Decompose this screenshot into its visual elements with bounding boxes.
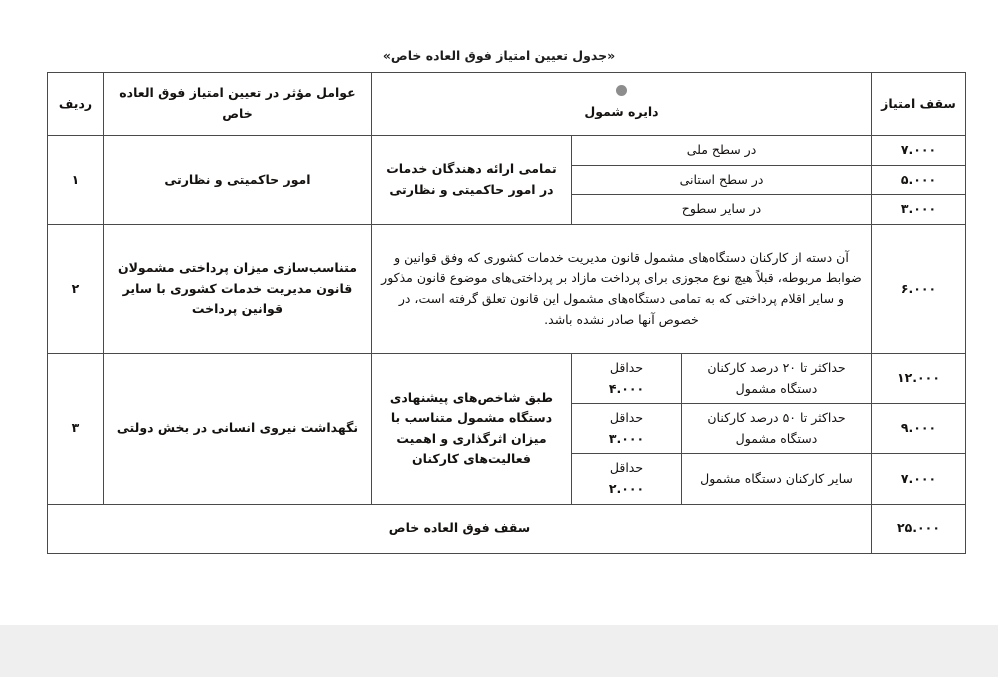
total-cap-label: سقف فوق العاده خاص — [47, 504, 871, 553]
minimum-value: ۴.۰۰۰ — [608, 380, 645, 396]
table-body — [47, 136, 965, 554]
special-allowance-table — [47, 72, 966, 554]
table-header — [47, 73, 965, 136]
header-factors: عوامل مؤثر در تعیین امتیاز فوق العاده خاص — [103, 73, 371, 136]
header-row-number: ردیف — [47, 73, 103, 136]
header-cap-score: سقف امتیاز — [872, 73, 966, 136]
cap-score-value: ۱۲.۰۰۰ — [872, 353, 966, 403]
header-row — [47, 73, 965, 136]
cap-score-value: ۵.۰۰۰ — [872, 165, 966, 195]
special-allowance-table-wrapper — [48, 72, 966, 554]
minimum-label: حداقل — [609, 359, 644, 375]
row-number: ۳ — [47, 353, 103, 504]
scope-sub-label: در سطح استانی — [572, 165, 872, 195]
scope-main-label: تمامی ارائه دهندگان خدمات در امور حاکمیتی و نظارتی — [371, 136, 571, 225]
scope-sub-label: در سطح ملی — [572, 136, 872, 166]
bullet-dot-icon — [616, 85, 627, 96]
minimum-value: ۳.۰۰۰ — [608, 430, 645, 446]
scope-main-label: طبق شاخص‌های پیشنهادی دستگاه مشمول متناسب با میزان اثرگذاری و اهمیت فعالیت‌های کارکنان — [371, 353, 571, 504]
scope-sub-label: سایر کارکنان دستگاه مشمول — [682, 454, 872, 504]
minimum-score-cell — [572, 454, 682, 504]
factor-label: نگهداشت نیروی انسانی در بخش دولتی — [103, 353, 371, 504]
total-cap-value: ۲۵.۰۰۰ — [872, 504, 966, 553]
header-scope — [371, 73, 871, 136]
cap-score-value: ۷.۰۰۰ — [872, 454, 966, 504]
factor-label: متناسب‌سازی میزان پرداختی مشمولان قانون مدیریت خدمات کشوری با سایر قوانین پرداخت — [103, 224, 371, 353]
minimum-value: ۲.۰۰۰ — [608, 481, 645, 496]
minimum-score-cell — [572, 353, 682, 403]
header-scope-label: دایره شمول — [584, 104, 659, 120]
cap-score-value: ۷.۰۰۰ — [872, 136, 966, 166]
table-row — [47, 136, 965, 166]
factor-label: امور حاکمیتی و نظارتی — [103, 136, 371, 225]
row-number: ۱ — [47, 136, 103, 225]
table-row — [47, 224, 965, 353]
table-footer-row — [47, 504, 965, 553]
cap-score-value: ۶.۰۰۰ — [872, 224, 966, 353]
page-title: «جدول تعیین امتیاز فوق العاده خاص» — [382, 48, 616, 63]
scope-sub-label: حداکثر تا ۲۰ درصد کارکنان دستگاه مشمول — [682, 353, 872, 403]
cap-score-value: ۹.۰۰۰ — [872, 404, 966, 454]
scope-sub-label: در سایر سطوح — [572, 195, 872, 225]
row-number: ۲ — [47, 224, 103, 353]
minimum-score-cell — [572, 404, 682, 454]
bottom-band — [0, 625, 998, 677]
cap-score-value: ۳.۰۰۰ — [872, 195, 966, 225]
scope-paragraph: آن دسته از کارکنان دستگاه‌های مشمول قانون مدیریت خدمات کشوری که وفق قوانین و ضوابط مربوطه، قبلاً هیچ نوع مجوزی برای پرداخت مازاد بر پرداختی‌های موضوع قانون مذکور و سایر اقلام پرداختی که به تمامی دستگاه‌های مشمول این قانون تعلق گرفته است، در خصوص آنها صادر نشده باشد. — [371, 224, 871, 353]
scope-sub-label: حداکثر تا ۵۰ درصد کارکنان دستگاه مشمول — [682, 404, 872, 454]
table-row — [47, 353, 965, 403]
minimum-label: حداقل — [609, 460, 644, 476]
minimum-label: حداقل — [609, 410, 644, 426]
